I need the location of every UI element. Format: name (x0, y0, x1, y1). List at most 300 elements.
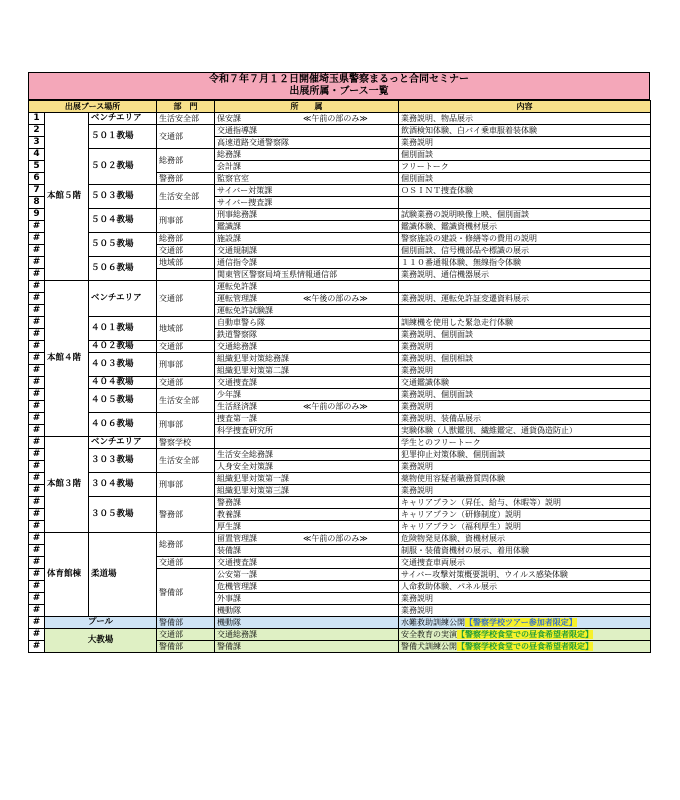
row-number: # (29, 269, 45, 281)
row-number: # (29, 341, 45, 353)
content-text: 水難救助訓練公開 (401, 618, 466, 627)
content-cell (399, 365, 651, 377)
content-cell (399, 497, 651, 509)
content-text: 安全教育の実演 (401, 630, 458, 639)
row-number: 4 (29, 149, 45, 161)
section-name: 留置管理課 (217, 534, 258, 543)
content-cell (399, 233, 651, 245)
section-name: 交通捜査課 (217, 558, 258, 567)
content-text: 鑑識体験、鑑識資機材展示 (401, 222, 498, 231)
section-cell (215, 629, 399, 641)
booth-area: ベンチエリア (89, 437, 157, 449)
floor-label: 体育館棟 (45, 533, 89, 617)
row-number: # (29, 329, 45, 341)
content-cell (399, 269, 651, 281)
content-text: 個別面談 (401, 150, 434, 159)
booth-area: プール (45, 617, 157, 629)
row-number: # (29, 257, 45, 269)
content-text: キャリアプラン（研修制度）説明 (401, 510, 522, 519)
row-number: 1 (29, 113, 45, 125)
booth-area: ５０５教場 (89, 233, 157, 257)
section-name: 機動隊 (217, 606, 242, 615)
content-text: 業務説明、通信機器展示 (401, 270, 490, 279)
table-row (29, 497, 651, 509)
department: 交通部 (157, 377, 215, 389)
section-cell (215, 389, 399, 401)
section-cell (215, 449, 399, 461)
content-cell (399, 473, 651, 485)
row-number: # (29, 377, 45, 389)
booth-area: ベンチエリア (89, 113, 157, 125)
content-text: 業務説明 (401, 594, 434, 603)
department: 交通部 (157, 341, 215, 353)
section-name: 刑事総務課 (217, 210, 258, 219)
department: 刑事部 (157, 353, 215, 377)
section-name: 自動車警ら隊 (217, 318, 266, 327)
content-text: キャリアプラン（昇任、給与、休暇等）説明 (401, 498, 562, 507)
section-cell (215, 509, 399, 521)
row-number: # (29, 521, 45, 533)
row-number: # (29, 461, 45, 473)
content-cell (399, 425, 651, 437)
department: 生活安全部 (157, 389, 215, 413)
content-text: 制服・装備資機材の展示、着用体験 (401, 546, 530, 555)
row-number: # (29, 221, 45, 233)
section-cell (215, 113, 399, 125)
booth-area: ４０１教場 (89, 317, 157, 341)
content-text: 薬物使用容疑者職務質問体験 (401, 474, 506, 483)
content-text: 試験業務の説明映像上映、個別面談 (401, 210, 530, 219)
table-row (29, 233, 651, 245)
restriction-tag: 【警察学校食堂での昼食希望者限定】 (457, 642, 594, 651)
content-text: 交通鑑識体験 (401, 378, 450, 387)
section-cell (215, 461, 399, 473)
content-cell (399, 449, 651, 461)
content-text: 飲酒検知体験、白バイ乗車服着装体験 (401, 126, 538, 135)
row-number: # (29, 425, 45, 437)
section-cell (215, 317, 399, 329)
section-cell (215, 257, 399, 269)
department: 警務部 (157, 173, 215, 185)
section-cell (215, 353, 399, 365)
content-text: 業務説明 (401, 462, 434, 471)
row-number: # (29, 545, 45, 557)
content-cell (399, 617, 651, 629)
section-name: 関東管区警察局埼玉県情報通信部 (217, 270, 338, 279)
section-cell (215, 377, 399, 389)
content-cell (399, 533, 651, 545)
section-name: 教養課 (217, 510, 242, 519)
row-number: # (29, 629, 45, 641)
table-row (29, 389, 651, 401)
section-cell (215, 233, 399, 245)
booth-area: 柔道場 (89, 533, 157, 617)
section-cell (215, 281, 399, 293)
section-cell (215, 617, 399, 629)
section-cell (215, 185, 399, 197)
content-text: 犯罪抑止対策体験、個別面談 (401, 450, 506, 459)
booth-area: ３０３教場 (89, 449, 157, 473)
section-cell (215, 197, 399, 209)
section-cell (215, 149, 399, 161)
department: 警察学校 (157, 437, 215, 449)
content-text: 業務説明 (401, 138, 434, 147)
row-number: # (29, 449, 45, 461)
booth-table (28, 100, 651, 653)
row-number: # (29, 353, 45, 365)
row-number: 7 (29, 185, 45, 197)
row-number: # (29, 281, 45, 293)
content-text: 業務説明、個別相談 (401, 354, 474, 363)
section-cell (215, 173, 399, 185)
section-cell (215, 413, 399, 425)
department: 警務部 (157, 497, 215, 533)
header-content: 内容 (399, 101, 651, 113)
row-number: # (29, 593, 45, 605)
restriction-tag: 【警察学校食堂での昼食希望者限定】 (457, 630, 594, 639)
department: 交通部 (157, 125, 215, 149)
content-cell (399, 593, 651, 605)
section-cell (215, 245, 399, 257)
content-cell (399, 125, 651, 137)
restriction-tag: 【警察学校ツアー参加者限定】 (465, 618, 577, 627)
booth-area: ５０４教場 (89, 209, 157, 233)
content-text: 個別面談、信号機部品や標識の展示 (401, 246, 530, 255)
content-text: 業務説明 (401, 486, 434, 495)
department: 警備部 (157, 569, 215, 617)
row-number: 3 (29, 137, 45, 149)
table-row (29, 533, 651, 545)
content-text: 警備犬訓練公開 (401, 642, 458, 651)
content-cell (399, 113, 651, 125)
table-row (29, 341, 651, 353)
table-row (29, 617, 651, 629)
floor-label: 本館４階 (45, 281, 89, 437)
section-name: 施設課 (217, 234, 242, 243)
department: 警備部 (157, 641, 215, 653)
row-number: # (29, 365, 45, 377)
department: 刑事部 (157, 209, 215, 233)
content-cell (399, 329, 651, 341)
section-name: 組織犯罪対策第一課 (217, 474, 290, 483)
department: 交通部 (157, 557, 215, 569)
content-cell (399, 221, 651, 233)
row-number: 2 (29, 125, 45, 137)
section-name: 通信指令課 (217, 258, 258, 267)
section-cell (215, 545, 399, 557)
content-text: 業務説明 (401, 366, 434, 375)
section-cell (215, 581, 399, 593)
content-cell (399, 341, 651, 353)
department: 総務部 (157, 533, 215, 557)
content-text: 学生とのフリートーク (401, 438, 481, 447)
department: 総務部 (157, 233, 215, 245)
department: 刑事部 (157, 413, 215, 437)
content-text: 人命救助体験、パネル展示 (401, 582, 498, 591)
row-number: # (29, 305, 45, 317)
content-text: ＯＳＩＮＴ捜査体験 (401, 186, 474, 195)
content-cell (399, 413, 651, 425)
row-number: # (29, 233, 45, 245)
title-line-1: 令和７年７月１２日開催埼玉県警察まるっと合同セミナー (209, 74, 469, 85)
section-name: 交通総務課 (217, 342, 258, 351)
content-text: 警察施設の建設・修繕等の費用の説明 (401, 234, 538, 243)
section-name: 危機管理課 (217, 582, 258, 591)
section-name: 総務課 (217, 150, 242, 159)
department: 生活安全部 (157, 185, 215, 209)
booth-area: ４０３教場 (89, 353, 157, 377)
section-name: 組織犯罪対策総務課 (217, 354, 290, 363)
section-name: 少年課 (217, 390, 242, 399)
table-row (29, 281, 651, 293)
content-cell (399, 353, 651, 365)
section-name: 監察官室 (217, 174, 250, 183)
section-name: 鑑識課 (217, 222, 242, 231)
row-number: # (29, 641, 45, 653)
booth-area: ３０４教場 (89, 473, 157, 497)
section-name: 鉄道警察隊 (217, 330, 258, 339)
section-name: 交通指導課 (217, 126, 258, 135)
section-cell (215, 641, 399, 653)
row-number: # (29, 401, 45, 413)
section-cell (215, 437, 399, 449)
content-cell (399, 317, 651, 329)
content-cell (399, 545, 651, 557)
booth-area: ４０２教場 (89, 341, 157, 353)
row-number: # (29, 533, 45, 545)
content-cell (399, 581, 651, 593)
table-row (29, 629, 651, 641)
section-name: 捜査第一課 (217, 414, 258, 423)
content-text: 業務説明 (401, 342, 434, 351)
row-number: # (29, 293, 45, 305)
section-cell (215, 497, 399, 509)
table-row (29, 317, 651, 329)
booth-area: ４０４教場 (89, 377, 157, 389)
table-row (29, 257, 651, 269)
header-area: 出展ブース場所 (29, 101, 157, 113)
section-cell (215, 305, 399, 317)
row-number: # (29, 509, 45, 521)
content-text: 業務説明、装備品展示 (401, 414, 482, 423)
content-cell (399, 461, 651, 473)
booth-area: ５０３教場 (89, 185, 157, 209)
content-cell (399, 149, 651, 161)
section-name: 警備課 (217, 642, 242, 651)
content-text: サイバー攻撃対策概要説明、ウイルス感染体験 (401, 570, 568, 579)
content-cell (399, 173, 651, 185)
booth-area: ４０５教場 (89, 389, 157, 413)
table-row (29, 449, 651, 461)
section-name: 交通総務課 (217, 630, 258, 639)
section-cell (215, 365, 399, 377)
booth-area: ５０２教場 (89, 149, 157, 185)
seminar-booth-sheet (28, 72, 650, 653)
row-number: # (29, 497, 45, 509)
section-cell (215, 473, 399, 485)
table-row (29, 209, 651, 221)
booth-area: 大教場 (45, 629, 157, 653)
content-text: 業務説明 (401, 606, 434, 615)
sheet-title (28, 72, 650, 100)
section-cell (215, 137, 399, 149)
section-name: 交通捜査課 (217, 378, 258, 387)
table-row (29, 149, 651, 161)
content-text: 訓練機を使用した緊急走行体験 (401, 318, 514, 327)
section-name: サイバー捜査課 (217, 198, 273, 207)
section-cell (215, 293, 399, 305)
table-row (29, 377, 651, 389)
content-cell (399, 209, 651, 221)
row-number: # (29, 617, 45, 629)
content-text: 個別面談 (401, 174, 434, 183)
content-cell (399, 185, 651, 197)
content-cell (399, 281, 651, 293)
row-number: # (29, 437, 45, 449)
table-row (29, 185, 651, 197)
content-cell (399, 569, 651, 581)
content-cell (399, 245, 651, 257)
section-cell (215, 569, 399, 581)
table-row (29, 113, 651, 125)
row-number: # (29, 389, 45, 401)
row-number: 5 (29, 161, 45, 173)
booth-area: ５０１教場 (89, 125, 157, 149)
floor-label: 本館５階 (45, 113, 89, 281)
content-cell (399, 197, 651, 209)
content-cell (399, 641, 651, 653)
section-cell (215, 605, 399, 617)
section-cell (215, 521, 399, 533)
session-note: ≪午後の部のみ≫ (303, 294, 368, 303)
table-row (29, 125, 651, 137)
section-name: 生活経済課 (217, 402, 258, 411)
section-cell (215, 269, 399, 281)
content-cell (399, 485, 651, 497)
header-section: 所 属 (215, 101, 399, 113)
section-name: 厚生課 (217, 522, 242, 531)
booth-area: ５０６教場 (89, 257, 157, 281)
department: 刑事部 (157, 473, 215, 497)
content-cell (399, 401, 651, 413)
department: 警備部 (157, 617, 215, 629)
session-note: ≪午前の部のみ≫ (303, 402, 368, 411)
booth-area: ４０６教場 (89, 413, 157, 437)
header-dept: 部 門 (157, 101, 215, 113)
section-name: 交通規制課 (217, 246, 258, 255)
section-name: サイバー対策課 (217, 186, 273, 195)
content-cell (399, 377, 651, 389)
section-name: 高速道路交通警察隊 (217, 138, 290, 147)
department: 総務部 (157, 149, 215, 173)
section-cell (215, 329, 399, 341)
row-number: # (29, 317, 45, 329)
section-name: 警務課 (217, 498, 242, 507)
row-number: 8 (29, 197, 45, 209)
row-number: # (29, 557, 45, 569)
content-text: 交通捜査車両展示 (401, 558, 466, 567)
row-number: # (29, 245, 45, 257)
booth-area: ベンチエリア (89, 281, 157, 317)
section-cell (215, 533, 399, 545)
section-name: 外事課 (217, 594, 242, 603)
content-text: 危険物発見体験、資機材展示 (401, 534, 506, 543)
session-note: ≪午前の部のみ≫ (303, 114, 368, 123)
row-number: # (29, 581, 45, 593)
table-row (29, 353, 651, 365)
department: 地域部 (157, 257, 215, 269)
section-name: 機動隊 (217, 618, 242, 627)
section-cell (215, 593, 399, 605)
content-cell (399, 389, 651, 401)
department: 交通部 (157, 245, 215, 257)
department (157, 269, 215, 281)
section-cell (215, 209, 399, 221)
section-name: 生活安全総務課 (217, 450, 274, 459)
floor-label: 本館３階 (45, 437, 89, 533)
section-name: 人身安全対策課 (217, 462, 274, 471)
table-row (29, 413, 651, 425)
row-number: # (29, 569, 45, 581)
section-name: 会計課 (217, 162, 242, 171)
section-cell (215, 557, 399, 569)
row-number: 6 (29, 173, 45, 185)
content-cell (399, 521, 651, 533)
content-cell (399, 293, 651, 305)
section-name: 公安第一課 (217, 570, 258, 579)
content-text: 業務説明、個別面談 (401, 390, 474, 399)
department: 地域部 (157, 317, 215, 341)
content-text: 業務説明 (401, 402, 434, 411)
section-name: 運転免許課 (217, 282, 258, 291)
section-cell (215, 485, 399, 497)
section-name: 組織犯罪対策第三課 (217, 486, 290, 495)
content-text: キャリアプラン（福利厚生）説明 (401, 522, 522, 531)
table-row (29, 437, 651, 449)
section-cell (215, 425, 399, 437)
row-number: # (29, 605, 45, 617)
section-name: 運転管理課 (217, 294, 258, 303)
department: 生活安全部 (157, 449, 215, 473)
section-cell (215, 401, 399, 413)
session-note: ≪午前の部のみ≫ (303, 534, 368, 543)
section-name: 組織犯罪対策第二課 (217, 366, 290, 375)
title-line-2: 出展所属・ブース一覧 (289, 86, 389, 97)
booth-area: ３０５教場 (89, 497, 157, 533)
content-cell (399, 161, 651, 173)
row-number: # (29, 473, 45, 485)
table-row (29, 473, 651, 485)
section-name: 装備課 (217, 546, 242, 555)
section-cell (215, 221, 399, 233)
row-number: 9 (29, 209, 45, 221)
department: 交通部 (157, 281, 215, 317)
content-text: 業務説明、物品展示 (401, 114, 474, 123)
content-text: １１０番通報体験、無線指令体験 (401, 258, 522, 267)
content-cell (399, 305, 651, 317)
section-name: 運転免許試験課 (217, 306, 274, 315)
content-cell (399, 437, 651, 449)
row-number: # (29, 485, 45, 497)
section-cell (215, 341, 399, 353)
content-text: 業務説明、個別面談 (401, 330, 474, 339)
content-cell (399, 257, 651, 269)
section-name: 科学捜査研究所 (217, 426, 274, 435)
content-cell (399, 557, 651, 569)
content-cell (399, 137, 651, 149)
section-cell (215, 161, 399, 173)
content-text: 業務説明、運転免許証変遷資料展示 (401, 294, 530, 303)
